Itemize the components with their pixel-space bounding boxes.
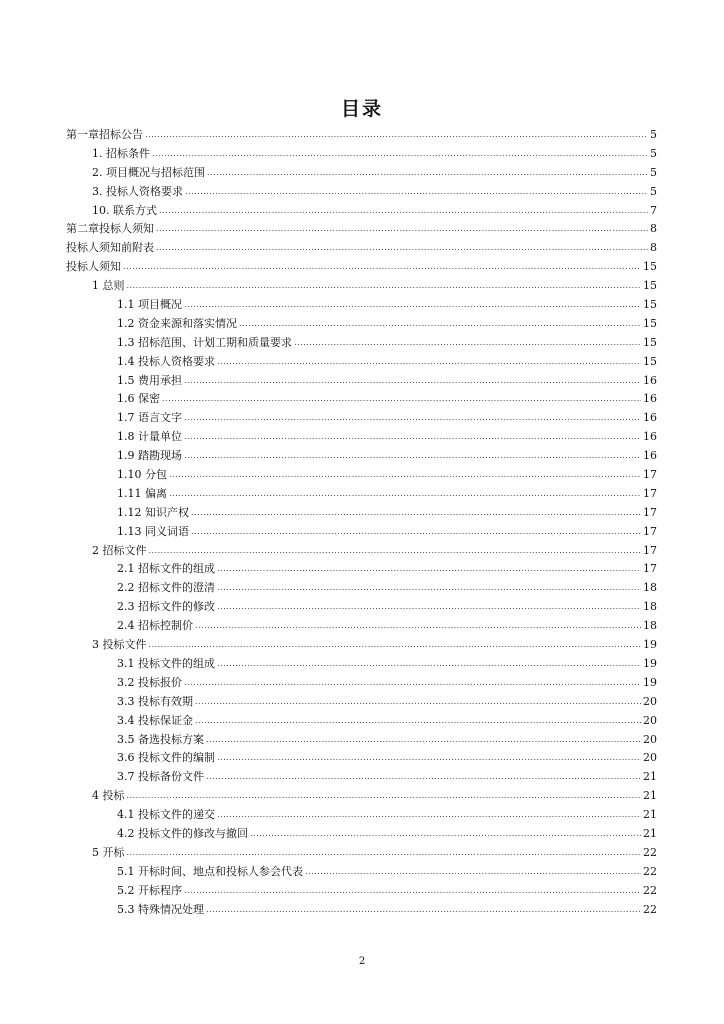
dot-leader [217, 578, 641, 598]
toc-entry[interactable] [66, 806, 657, 825]
toc-entry-page: 8 [650, 241, 657, 255]
table-of-contents [66, 126, 657, 919]
toc-entry-label: 1.11 偏离 [117, 486, 167, 500]
toc-entry-page: 17 [643, 486, 657, 500]
toc-entry[interactable] [66, 844, 657, 863]
toc-entry-label: 1.10 分包 [117, 468, 167, 482]
toc-entry[interactable] [66, 598, 657, 617]
toc-entry-label: 10. 联系方式 [92, 203, 157, 217]
dot-leader [217, 805, 641, 825]
dot-leader [185, 182, 648, 202]
toc-entry[interactable] [66, 542, 657, 561]
dot-leader [184, 427, 641, 447]
dot-leader [305, 862, 641, 882]
dot-leader [127, 276, 642, 296]
toc-entry[interactable] [66, 636, 657, 655]
toc-entry-page: 21 [643, 826, 657, 840]
dot-leader [149, 635, 642, 655]
toc-entry-label: 3.3 投标有效期 [117, 694, 193, 708]
toc-entry[interactable] [66, 693, 657, 712]
toc-entry-page: 16 [643, 392, 657, 406]
toc-entry-page: 17 [643, 505, 657, 519]
toc-entry[interactable] [66, 239, 657, 258]
toc-entry-page: 7 [650, 203, 657, 217]
dot-leader [184, 371, 641, 391]
dot-leader [206, 900, 641, 920]
toc-entry-page: 18 [643, 619, 657, 633]
toc-entry[interactable] [66, 126, 657, 145]
dot-leader [195, 692, 641, 712]
toc-entry-label: 5.3 特殊情况处理 [117, 902, 204, 916]
dot-leader [156, 238, 648, 258]
toc-entry-page: 18 [643, 600, 657, 614]
toc-entry-label: 5 开标 [92, 845, 125, 859]
dot-leader [217, 748, 641, 768]
dot-leader [191, 522, 641, 542]
toc-entry-page: 17 [643, 468, 657, 482]
dot-leader [207, 163, 648, 183]
toc-entry-label: 3.1 投标文件的组成 [117, 656, 215, 670]
toc-entry[interactable] [66, 712, 657, 731]
toc-entry-page: 19 [643, 675, 657, 689]
toc-entry-page: 17 [643, 562, 657, 576]
toc-entry[interactable] [66, 447, 657, 466]
toc-entry-page: 16 [643, 430, 657, 444]
toc-entry-label: 1.5 费用承担 [117, 373, 182, 387]
toc-entry[interactable] [66, 674, 657, 693]
toc-entry[interactable] [66, 579, 657, 598]
toc-entry[interactable] [66, 315, 657, 334]
toc-entry[interactable] [66, 863, 657, 882]
toc-entry[interactable] [66, 202, 657, 221]
toc-entry-label: 投标人须知前附表 [66, 241, 154, 255]
dot-leader [294, 333, 641, 353]
dot-leader [159, 201, 648, 221]
dot-leader [152, 144, 648, 164]
toc-entry-page: 16 [643, 449, 657, 463]
toc-entry-label: 1.1 项目概况 [117, 298, 182, 312]
dot-leader [149, 541, 642, 561]
toc-entry-label: 3. 投标人资格要求 [92, 184, 183, 198]
toc-entry[interactable] [66, 428, 657, 447]
toc-entry-page: 20 [643, 751, 657, 765]
toc-entry-page: 15 [643, 298, 657, 312]
dot-leader [127, 843, 642, 863]
dot-leader [127, 786, 642, 806]
toc-entry-page: 17 [643, 543, 657, 557]
dot-leader [156, 219, 648, 239]
dot-leader [217, 559, 641, 579]
toc-entry-label: 1.8 计量单位 [117, 430, 182, 444]
toc-entry[interactable] [66, 655, 657, 674]
dot-leader [195, 616, 641, 636]
toc-entry-page: 15 [643, 279, 657, 293]
toc-entry-page: 18 [643, 581, 657, 595]
toc-entry-page: 20 [643, 732, 657, 746]
toc-entry-page: 15 [643, 260, 657, 274]
toc-entry-label: 2. 项目概况与招标范围 [92, 165, 205, 179]
dot-leader [169, 465, 641, 485]
toc-entry[interactable] [66, 882, 657, 901]
toc-entry-label: 投标人须知 [66, 260, 121, 274]
toc-entry-page: 21 [643, 789, 657, 803]
toc-entry-label: 1.4 投标人资格要求 [117, 354, 215, 368]
toc-entry-page: 20 [643, 713, 657, 727]
toc-entry[interactable] [66, 183, 657, 202]
toc-entry-page: 15 [643, 316, 657, 330]
dot-leader [191, 503, 641, 523]
toc-entry-page: 5 [650, 165, 657, 179]
dot-leader [184, 408, 641, 428]
toc-entry[interactable] [66, 145, 657, 164]
toc-entry[interactable] [66, 617, 657, 636]
dot-leader [184, 295, 641, 315]
toc-entry[interactable] [66, 901, 657, 920]
toc-entry-page: 21 [643, 808, 657, 822]
dot-leader [162, 389, 641, 409]
toc-entry-page: 20 [643, 694, 657, 708]
toc-entry[interactable] [66, 277, 657, 296]
toc-entry[interactable] [66, 372, 657, 391]
toc-entry[interactable] [66, 466, 657, 485]
toc-entry-page: 22 [643, 883, 657, 897]
dot-leader [145, 125, 648, 145]
dot-leader [217, 352, 641, 372]
toc-entry-label: 5.1 开标时间、地点和投标人参会代表 [117, 864, 303, 878]
toc-entry[interactable] [66, 485, 657, 504]
toc-entry[interactable] [66, 560, 657, 579]
dot-leader [250, 824, 641, 844]
toc-entry-page: 22 [643, 864, 657, 878]
toc-entry-page: 19 [643, 638, 657, 652]
toc-entry-label: 3 投标文件 [92, 638, 147, 652]
toc-entry-label: 1.7 语言文字 [117, 411, 182, 425]
toc-entry-page: 5 [650, 146, 657, 160]
toc-entry-label: 第一章招标公告 [66, 128, 143, 141]
toc-entry[interactable] [66, 504, 657, 523]
toc-entry[interactable] [66, 220, 657, 239]
toc-entry-page: 8 [650, 222, 657, 236]
toc-entry-label: 1.3 招标范围、计划工期和质量要求 [117, 335, 292, 349]
page-number-footer: 2 [358, 956, 366, 967]
toc-entry[interactable] [66, 409, 657, 428]
toc-entry-label: 1.9 踏勘现场 [117, 449, 182, 463]
toc-entry-label: 1 总则 [92, 279, 125, 293]
toc-entry-label: 1.12 知识产权 [117, 505, 189, 519]
toc-entry-page: 22 [643, 845, 657, 859]
toc-entry-page: 16 [643, 373, 657, 387]
toc-entry-label: 3.2 投标报价 [117, 675, 182, 689]
toc-entry-page: 19 [643, 656, 657, 670]
toc-entry-label: 2.1 招标文件的组成 [117, 562, 215, 576]
toc-entry-page: 17 [643, 524, 657, 538]
toc-entry-page: 15 [643, 335, 657, 349]
toc-entry-label: 3.5 备选投标方案 [117, 732, 204, 746]
toc-entry-label: 2.4 招标控制价 [117, 619, 193, 633]
toc-entry-label: 3.6 投标文件的编制 [117, 751, 215, 765]
toc-entry[interactable] [66, 296, 657, 315]
toc-entry-page: 15 [643, 354, 657, 368]
toc-entry-label: 第二章投标人须知 [66, 222, 154, 236]
toc-entry[interactable] [66, 787, 657, 806]
toc-entry[interactable] [66, 164, 657, 183]
toc-entry-label: 4.1 投标文件的递交 [117, 808, 215, 822]
dot-leader [184, 446, 641, 466]
toc-entry[interactable] [66, 523, 657, 542]
toc-entry-page: 5 [650, 184, 657, 198]
dot-leader [217, 597, 641, 617]
toc-entry[interactable] [66, 768, 657, 787]
toc-entry[interactable] [66, 825, 657, 844]
toc-entry-label: 1. 招标条件 [92, 146, 150, 160]
dot-leader [195, 711, 641, 731]
dot-leader [206, 730, 641, 750]
toc-entry-label: 3.7 投标备份文件 [117, 770, 204, 784]
dot-leader [206, 767, 641, 787]
dot-leader [123, 257, 641, 277]
toc-entry-label: 3.4 投标保证金 [117, 713, 193, 727]
toc-entry-label: 1.13 同义词语 [117, 524, 189, 538]
toc-entry-label: 5.2 开标程序 [117, 883, 182, 897]
toc-entry-label: 1.6 保密 [117, 392, 160, 406]
toc-entry[interactable] [66, 258, 657, 277]
dot-leader [184, 881, 641, 901]
toc-entry-label: 4 投标 [92, 789, 125, 803]
toc-entry[interactable] [66, 731, 657, 750]
toc-entry-label: 2.3 招标文件的修改 [117, 600, 215, 614]
toc-entry[interactable] [66, 353, 657, 372]
toc-entry-page: 22 [643, 902, 657, 916]
toc-entry-label: 4.2 投标文件的修改与撤回 [117, 826, 248, 840]
toc-entry-label: 2 招标文件 [92, 543, 147, 557]
toc-entry[interactable] [66, 749, 657, 768]
dot-leader [239, 314, 641, 334]
dot-leader [169, 484, 641, 504]
toc-entry-page: 21 [643, 770, 657, 784]
toc-entry-label: 2.2 招标文件的澄清 [117, 581, 215, 595]
dot-leader [217, 654, 641, 674]
toc-entry[interactable] [66, 390, 657, 409]
dot-leader [184, 673, 641, 693]
toc-entry[interactable] [66, 334, 657, 353]
toc-entry-page: 5 [650, 128, 657, 141]
page-title: 目录 [340, 98, 383, 120]
toc-entry-page: 16 [643, 411, 657, 425]
toc-entry-label: 1.2 资金来源和落实情况 [117, 316, 237, 330]
